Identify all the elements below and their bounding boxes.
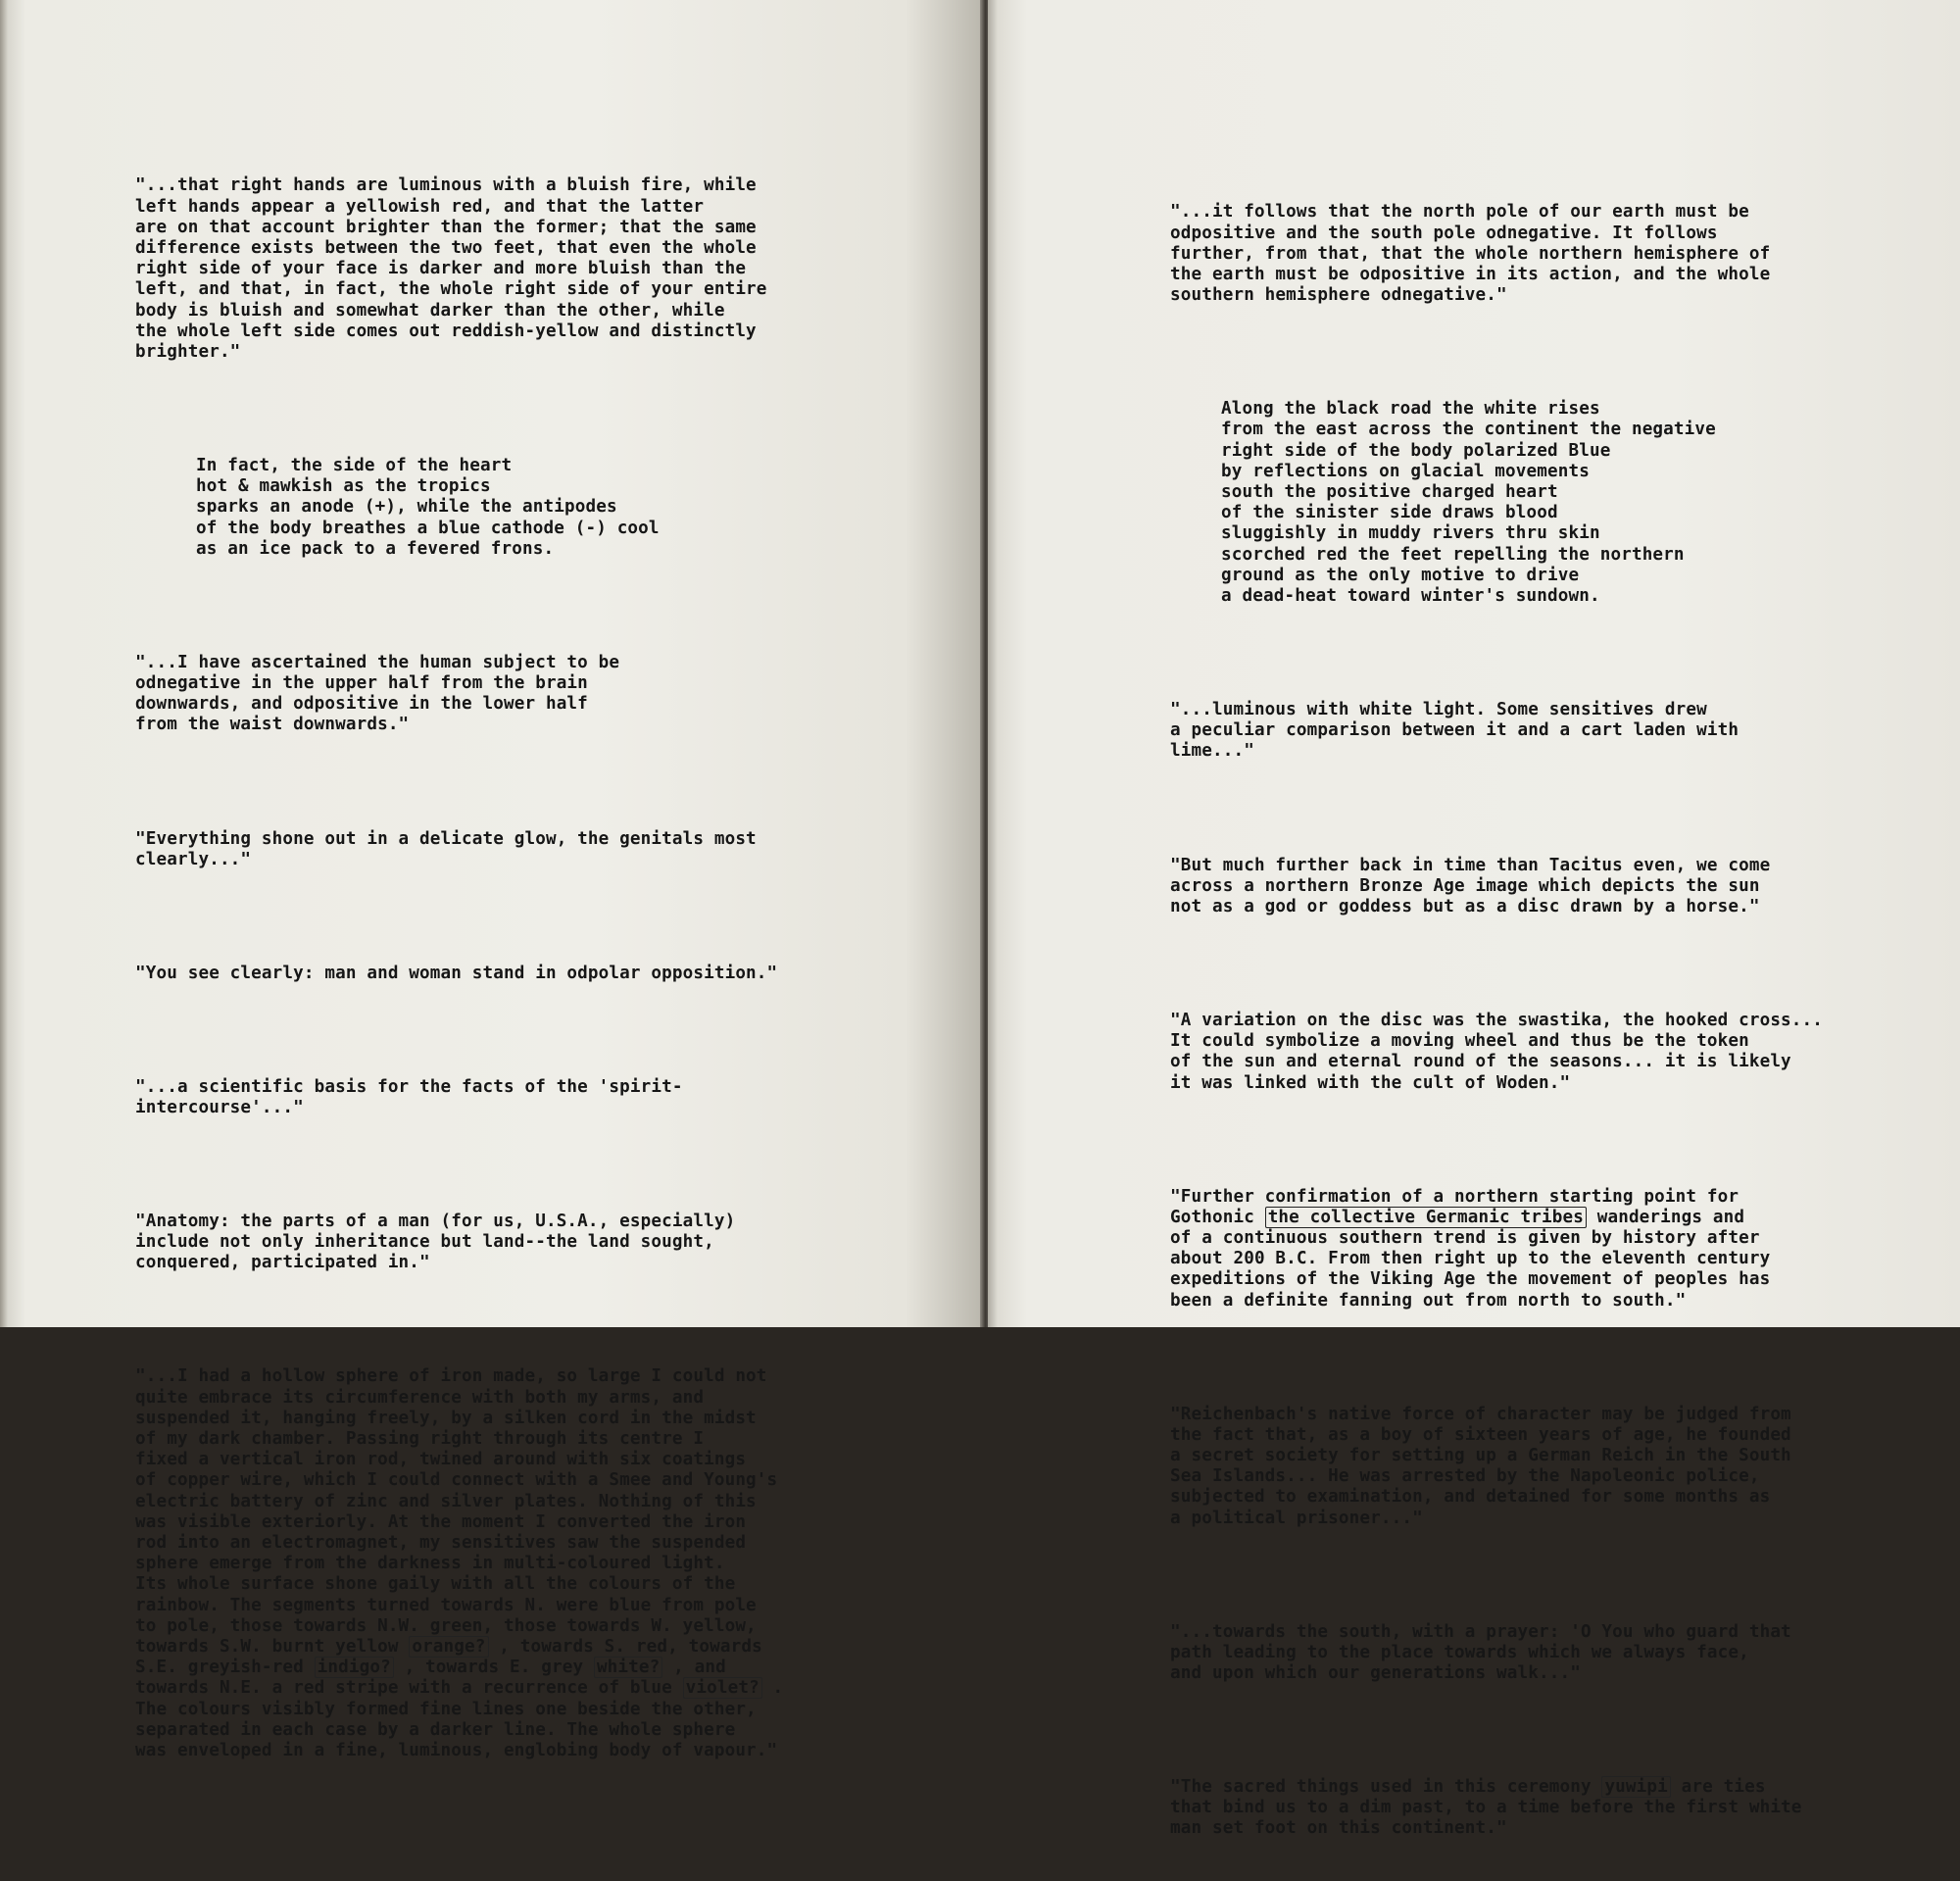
bracketed-note-white: white? (594, 1657, 662, 1678)
bracketed-note-yuwipi: yuwipi (1601, 1776, 1670, 1798)
bracketed-note-violet: violet? (683, 1677, 762, 1699)
poem-side-of-heart: In fact, the side of the heart hot & mawkish as the tropics sparks an anode (+), while the antipodes of the body breathes a blue cathode (-) cool as an ice pack to a fevered frons. (196, 456, 660, 559)
bracketed-note-indigo: indigo? (315, 1657, 394, 1678)
quote-yuwipi (1170, 1777, 1823, 1840)
quote-odpolar: "You see clearly: man and woman stand in odpolar opposition." (135, 963, 778, 983)
sphere-text-3: , towards E. grey (393, 1658, 594, 1678)
sphere-text-1: "...I had a hollow sphere of iron made, so large I could not quite embrace its circumference with both my arms, and suspended it, hanging freely, by a silken cord in the midst of my dark chamber. Passing right through its centre I fixed a vertical iron rod, twined around with six coatings of copper wire, which I could connect with a Smee and Young's electric battery of zinc and silver plates. Nothing of this was visible exteriorly. At the moment I converted the iron rod into an electromagnet, my sensitives saw the suspended sphere emerge from the darkness in multi-coloured light. Its whole surface shone gaily with all the colours of the rainbow. The segments turned towards N. were blue from pole to pole, those towards N.W. green, those towards W. yellow, towards S.W. burnt yellow (135, 1366, 778, 1658)
quote-luminous-hands: "...that right hands are luminous with a bluish fire, while left hands appear a yellowish red, and that the latter are on that account brighter than the former; that the same difference exists between the two feet, that even the whole right side of your face is darker and more bluish than the left, and that, in fact, the whole right side of your entire body is bluish and somewhat darker than the other, while the whole left side comes out reddish-yellow and distinctly brighter." (135, 175, 767, 363)
left-page-text (135, 134, 783, 1804)
yuwipi-text-1: "The sacred things used in this ceremony (1170, 1777, 1602, 1798)
bracketed-note-germanic-tribes: the collective Germanic tribes (1265, 1207, 1587, 1228)
quote-white-light: "...luminous with white light. Some sensitives drew a peculiar comparison between it and a cart laden with lime..." (1170, 700, 1740, 762)
quote-swastika: "A variation on the disc was the swastika, the hooked cross... It could symbolize a moving wheel and thus be the token of the sun and eternal round of the seasons... it is likely it was linked with the cult of Woden." (1170, 1010, 1824, 1093)
quote-spirit-intercourse: "...a scientific basis for the facts of the 'spirit- intercourse'..." (135, 1076, 683, 1117)
sphere-text-2: , towards S. red, towards S.E. greyish-red (135, 1637, 762, 1678)
quote-reichenbach: "Reichenbach's native force of character may be judged from the fact that, as a boy of sixteen years of age, he founded a secret society for setting up a German Reich in the South Sea Islands... He was arrested by the Napoleonic police, subjected to examination, and detained for some months as a political prisoner..." (1170, 1404, 1791, 1528)
sphere-text-5: . The colours visibly formed fine lines one beside the other, separated in each case by a darker line. The whole sphere was enveloped in a fine, luminous, englobing body of vapour." (135, 1678, 784, 1761)
quote-delicate-glow: "Everything shone out in a delicate glow, the genitals most clearly..." (135, 828, 757, 869)
right-page-text (1170, 161, 1823, 1881)
quote-odnegative: "...I have ascertained the human subject to be odnegative in the upper half from the brain downwards, and odpositive in the lower half from the waist downwards." (135, 652, 620, 735)
poem-black-road: Along the black road the white rises from the east across the continent the negative right side of the body polarized Blue by reflections on glacial movements south the positive charged heart of the sinister side draws blood sluggishly in muddy rivers thru skin scorched red the feet repelling the northern ground as the only motive to drive a dead-heat toward winter's sundown. (1221, 399, 1716, 607)
quote-bronze-age: "But much further back in time than Tacitus even, we come across a northern Bronze Age image which depicts the sun not as a god or goddess but as a disc drawn by a horse." (1170, 855, 1771, 916)
gothonic-text-1: "Further confirmation of a northern starting point for Gothonic (1170, 1186, 1740, 1227)
quote-iron-sphere (135, 1366, 783, 1761)
quote-towards-south: "...towards the south, with a prayer: 'O You who guard that path leading to the place towards which we always face, and upon which our generations walk..." (1170, 1621, 1791, 1684)
quote-gothonic (1170, 1187, 1823, 1312)
quote-anatomy: "Anatomy: the parts of a man (for us, U.S.A., especially) include not only inheritance but land--the land sought, conquered, participated in." (135, 1211, 736, 1273)
quote-north-pole: "...it follows that the north pole of our earth must be odpositive and the south pole odnegative. It follows further, from that, that the whole northern hemisphere of the earth must be odpositive in its action, and the whole southern hemisphere odnegative." (1170, 202, 1771, 306)
gothonic-text-2: wanderings and of a continuous southern trend is given by history after about 200 B.C. From then right up to the eleventh century expeditions of the Viking Age the movement of peoples has been a definite fanning out from north to south." (1170, 1207, 1771, 1311)
sphere-text-4: , and towards N.E. a red stripe with a recurrence of blue (135, 1658, 726, 1699)
bracketed-note-orange: orange? (409, 1636, 488, 1658)
yuwipi-text-2: are ties that bind us to a dim past, to a time before the first white man set foot on this continent." (1170, 1777, 1802, 1839)
page-edge (0, 0, 8, 1327)
right-page (988, 0, 1960, 1839)
left-page (0, 0, 984, 1761)
